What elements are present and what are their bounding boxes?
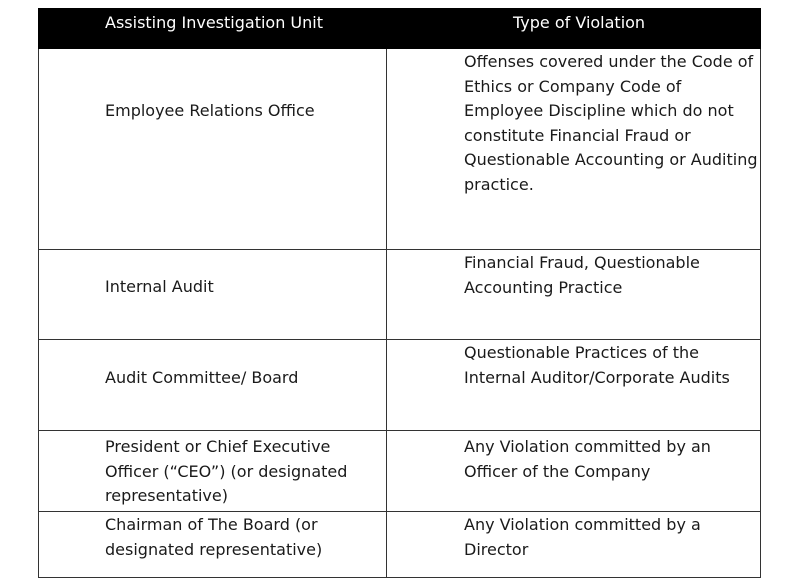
- table-row: [39, 49, 761, 250]
- unit-cell: President or Chief Executive Officer (“CEO”) (or designated representative): [39, 431, 387, 512]
- unit-cell: Employee Relations Office: [39, 49, 387, 250]
- header-assisting-unit: Assisting Investigation Unit: [39, 9, 387, 49]
- violation-cell: Questionable Practices of the Internal Auditor/Corporate Audits: [387, 340, 761, 431]
- header-violation-type: Type of Violation: [387, 9, 761, 49]
- unit-cell: Internal Audit: [39, 250, 387, 340]
- violation-table: [38, 8, 761, 578]
- header-row: [39, 9, 761, 49]
- violation-cell: Offenses covered under the Code of Ethics or Company Code of Employee Discipline which do not constitute Financial Fraud or Questionable Accounting or Auditing practice.: [387, 49, 761, 250]
- violation-cell: Financial Fraud, Questionable Accounting Practice: [387, 250, 761, 340]
- unit-cell: Audit Committee/ Board: [39, 340, 387, 431]
- unit-cell: Chairman of The Board (or designated representative): [39, 512, 387, 578]
- violation-cell: Any Violation committed by an Officer of the Company: [387, 431, 761, 512]
- table-row: [39, 250, 761, 340]
- table-body: [39, 49, 761, 578]
- violation-cell: Any Violation committed by a Director: [387, 512, 761, 578]
- table-row: [39, 512, 761, 578]
- table-row: [39, 340, 761, 431]
- table-header: [39, 9, 761, 49]
- table-row: [39, 431, 761, 512]
